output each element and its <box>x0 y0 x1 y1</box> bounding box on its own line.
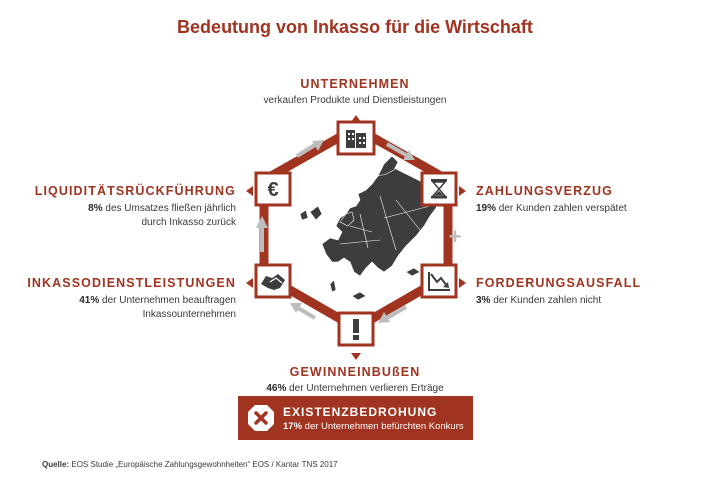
unternehmen-text: verkaufen Produkte und Dienstleistungen <box>263 95 447 106</box>
zahlungsverzug-label: ZAHLUNGSVERZUG <box>476 184 613 198</box>
hourglass-icon <box>422 173 456 205</box>
exclamation-icon <box>339 313 373 345</box>
liquiditaet-label: LIQUIDITÄTSRÜCKFÜHRUNG <box>34 184 236 198</box>
handshake-icon <box>256 265 290 297</box>
source-note: Quelle: EOS Studie „Europäische Zahlungsgewohnheiten“ EOS / Kantar TNS 2017 <box>42 460 338 469</box>
plus-sign: + <box>448 224 462 249</box>
svg-text:€: € <box>267 179 279 201</box>
gewinneinbussen-label: GEWINNEINBUßEN <box>289 365 421 379</box>
close-icon <box>247 404 275 432</box>
euro-icon <box>256 173 290 205</box>
page-title: Bedeutung von Inkasso für die Wirtschaft <box>177 17 533 37</box>
inkasso-text: 41% der Unternehmen beauftragen Inkassounternehmen <box>79 295 236 320</box>
inkasso-label: INKASSODIENSTLEISTUNGEN <box>27 276 236 290</box>
existenz-label: EXISTENZBEDROHUNG <box>283 405 438 419</box>
existenz-text: 17% der Unternehmen befürchten Konkurs <box>283 421 464 432</box>
existenz-box <box>238 396 473 440</box>
zahlungsverzug-text: 19% der Kunden zahlen verspätet <box>476 203 627 214</box>
forderungsausfall-text: 3% der Kunden zahlen nicht <box>476 295 602 306</box>
forderungsausfall-label: FORDERUNGSAUSFALL <box>476 276 642 290</box>
gewinneinbussen-text: 46% der Unternehmen verlieren Erträge <box>266 383 444 394</box>
unternehmen-label: UNTERNEHMEN <box>300 77 410 91</box>
building-icon <box>338 122 374 154</box>
falling-chart-icon <box>422 265 456 297</box>
liquiditaet-text: 8% des Umsatzes fließen jährlich durch Inkasso zurück <box>88 203 236 228</box>
